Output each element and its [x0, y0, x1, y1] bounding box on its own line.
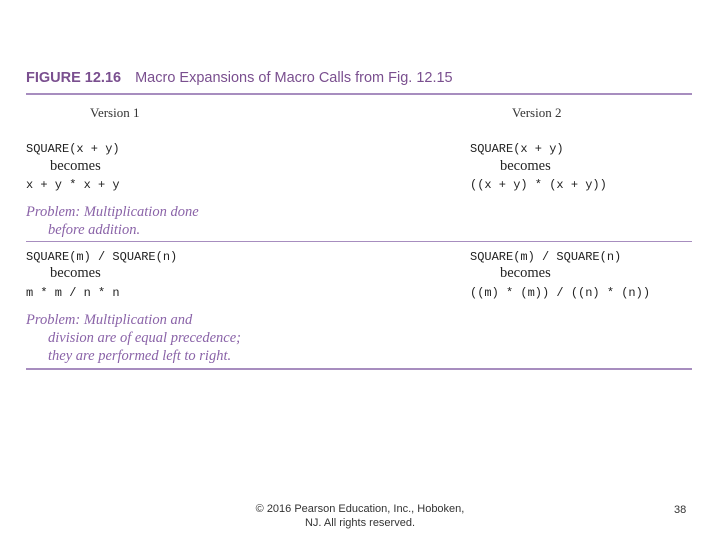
- v1-ex1-becomes: becomes: [50, 158, 101, 174]
- figure-caption: Macro Expansions of Macro Calls from Fig. 12.15: [135, 70, 453, 86]
- v1-ex1-call: SQUARE(x + y): [26, 142, 120, 156]
- v2-ex2-expansion: ((m) * (m)) / ((n) * (n)): [470, 286, 651, 300]
- v1-ex1-expansion: x + y * x + y: [26, 178, 120, 192]
- page-number: 38: [674, 504, 687, 516]
- v2-ex2-call: SQUARE(m) / SQUARE(n): [470, 250, 622, 264]
- v1-problem2-line3: they are performed left to right.: [48, 348, 232, 364]
- version2-header: Version 2: [512, 105, 562, 120]
- figure-title: [26, 70, 453, 86]
- version1-header: Version 1: [90, 105, 140, 120]
- v1-problem1-line2: before addition.: [48, 222, 141, 238]
- v1-problem1: [26, 203, 199, 239]
- figure-label: FIGURE 12.16: [26, 70, 122, 86]
- v1-ex2-call: SQUARE(m) / SQUARE(n): [26, 250, 178, 264]
- copyright-footer: [250, 502, 470, 530]
- v1-ex2-expansion: m * m / n * n: [26, 286, 120, 300]
- middle-rule: [26, 241, 692, 242]
- v1-problem2-line1: Problem: Multiplication and: [26, 312, 193, 328]
- v2-ex1-becomes: becomes: [500, 158, 551, 174]
- top-rule: [26, 93, 692, 95]
- v1-problem2-line2: division are of equal precedence;: [48, 330, 241, 346]
- v2-ex1-call: SQUARE(x + y): [470, 142, 564, 156]
- v2-ex2-becomes: becomes: [500, 265, 551, 281]
- copyright-line2: NJ. All rights reserved.: [304, 517, 416, 529]
- v1-problem2: [26, 311, 241, 365]
- v1-ex2-becomes: becomes: [50, 265, 101, 281]
- v2-ex1-expansion: ((x + y) * (x + y)): [470, 178, 607, 192]
- copyright-line1: © 2016 Pearson Education, Inc., Hoboken,: [255, 503, 465, 515]
- v1-problem1-line1: Problem: Multiplication done: [26, 204, 199, 220]
- bottom-rule: [26, 368, 692, 370]
